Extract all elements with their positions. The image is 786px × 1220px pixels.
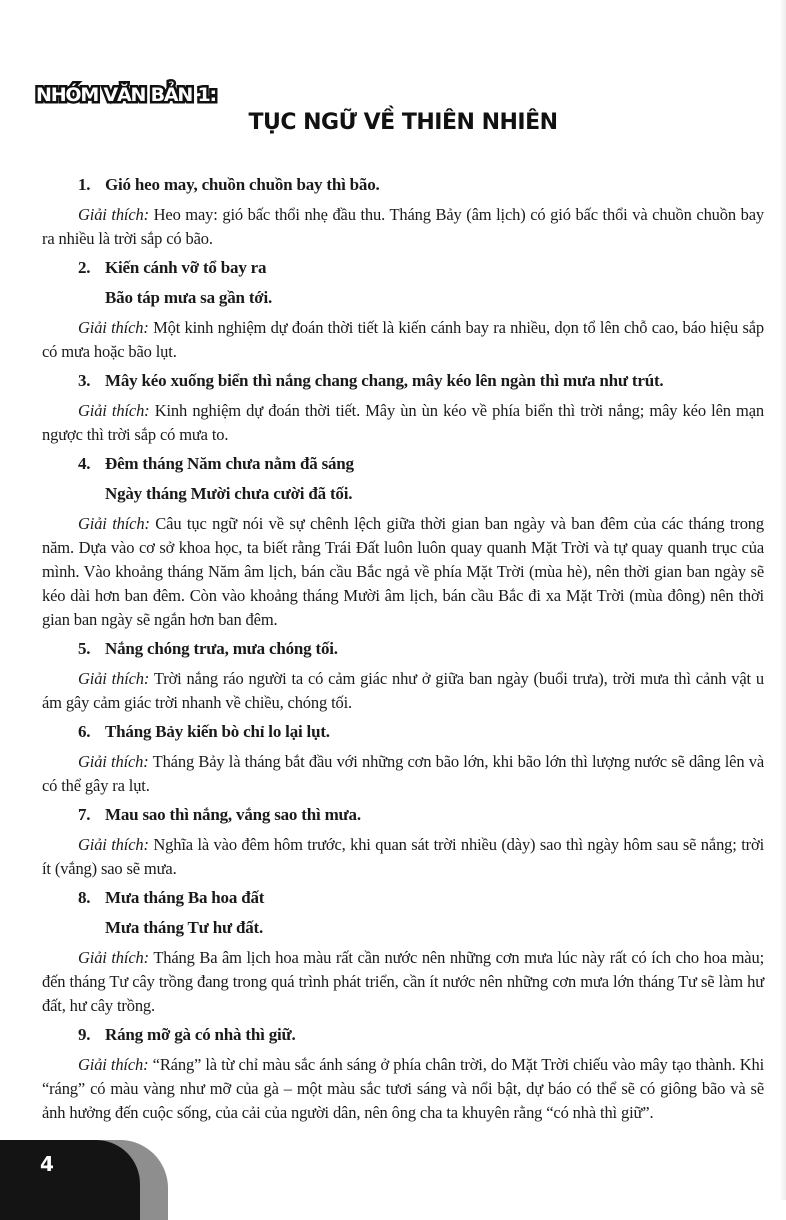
explanation-text: Một kinh nghiệm dự đoán thời tiết là kiến cánh bay ra nhiều, dọn tổ lên chỗ cao, báo hiệu sắp có mưa hoặc bão lụt. xyxy=(42,318,765,361)
proverb-item-9 xyxy=(42,1023,764,1125)
proverb-line: Ngày tháng Mười chưa cười đã tối. xyxy=(105,484,353,503)
item-number: 5. xyxy=(78,639,91,658)
item-number: 1. xyxy=(78,175,91,194)
explanation-text: Câu tục ngữ nói về sự chênh lệch giữa thời gian ban ngày và ban đêm của các tháng trong năm. Dựa vào cơ sở khoa học, ta biết rằng Trái Đất luôn luôn quay quanh Mặt Trời và tự quay quanh trục của mình. Vào khoảng tháng Năm âm lịch, bán cầu Bắc ngả về phía Mặt Trời (mùa hè), nên thời gian ban ngày sẽ kéo dài hơn ban đêm. Còn vào khoảng tháng Mười âm lịch, bán cầu Bắc đi xa Mặt Trời (mùa đông) nên thời gian ban ngày sẽ ngắn hơn ban đêm. xyxy=(42,514,764,629)
explanation xyxy=(42,1053,764,1125)
proverb-heading xyxy=(42,720,764,744)
proverb-heading xyxy=(42,369,764,393)
page-tab-background xyxy=(0,1140,140,1220)
proverb-line: Mưa tháng Ba hoa đất xyxy=(105,888,265,907)
explanation xyxy=(42,750,764,798)
item-number: 6. xyxy=(78,722,91,741)
explanation xyxy=(42,512,764,632)
page-number-tab xyxy=(0,1140,170,1200)
explanation-label: Giải thích: xyxy=(78,752,149,771)
explanation-label: Giải thích: xyxy=(78,948,149,967)
explanation-text: Nghĩa là vào đêm hôm trước, khi quan sát trời nhiều (dày) sao thì ngày hôm sau sẽ nắng; trời ít (vắng) sao sẽ mưa. xyxy=(42,835,765,878)
proverb-line: Nắng chóng trưa, mưa chóng tối. xyxy=(105,639,338,658)
proverb-line: Mau sao thì nắng, vắng sao thì mưa. xyxy=(105,805,361,824)
proverb-heading xyxy=(42,173,764,197)
explanation-label: Giải thích: xyxy=(78,1055,149,1074)
item-number: 3. xyxy=(78,371,91,390)
item-number: 9. xyxy=(78,1025,91,1044)
proverb-line: Đêm tháng Năm chưa nằm đã sáng xyxy=(105,454,354,473)
explanation xyxy=(42,667,764,715)
proverb-line: Tháng Bảy kiến bò chỉ lo lại lụt. xyxy=(105,722,330,741)
explanation xyxy=(42,946,764,1018)
proverb-heading xyxy=(42,452,764,506)
item-number: 8. xyxy=(78,888,91,907)
explanation-label: Giải thích: xyxy=(78,669,150,688)
proverb-line: Gió heo may, chuồn chuồn bay thì bão. xyxy=(105,175,380,194)
proverb-item-7 xyxy=(42,803,764,881)
proverb-heading xyxy=(42,1023,764,1047)
item-number: 4. xyxy=(78,454,91,473)
explanation-text: Tháng Ba âm lịch hoa màu rất cần nước nên những cơn mưa lúc này rất có ích cho hoa màu; đến tháng Tư cây trồng đang trong quá trình phát triển, cần ít nước nên những cơn mưa lớn tháng Tư sẽ làm hư đất, hư cây trồng. xyxy=(42,948,765,1015)
explanation-label: Giải thích: xyxy=(78,835,149,854)
item-number: 2. xyxy=(78,258,91,277)
proverb-line: Ráng mỡ gà có nhà thì giữ. xyxy=(105,1025,296,1044)
proverb-heading xyxy=(42,637,764,661)
explanation-text: Heo may: gió bấc thổi nhẹ đầu thu. Tháng Bảy (âm lịch) có gió bấc thổi và chuồn chuồn bay ra nhiều là trời sắp có bão. xyxy=(42,205,764,248)
explanation-label: Giải thích: xyxy=(78,318,149,337)
proverb-heading xyxy=(42,803,764,827)
proverb-item-5 xyxy=(42,637,764,715)
explanation-text: Trời nắng ráo người ta có cảm giác như ở giữa ban ngày (buổi trưa), trời mưa thì cảnh vật u ám gây cảm giác trời nhanh về chiều, chóng tối. xyxy=(42,669,764,712)
proverb-line: Mưa tháng Tư hư đất. xyxy=(105,918,264,937)
explanation-text: Tháng Bảy là tháng bắt đầu với những cơn bão lớn, khi bão lớn thì lượng nước sẽ dâng lên và có thể gây ra lụt. xyxy=(42,752,764,795)
proverb-list xyxy=(42,168,764,1127)
proverb-line: Bão táp mưa sa gần tới. xyxy=(105,288,273,307)
proverb-item-2 xyxy=(42,256,764,364)
explanation-text: Kinh nghiệm dự đoán thời tiết. Mây ùn ùn kéo về phía biển thì trời nắng; mây kéo lên mạn ngược thì trời sắp có mưa to. xyxy=(42,401,765,444)
proverb-line: Kiến cánh vỡ tổ bay ra xyxy=(105,258,267,277)
explanation-label: Giải thích: xyxy=(78,205,149,224)
explanation-text: “Ráng” là từ chỉ màu sắc ánh sáng ở phía chân trời, do Mặt Trời chiếu vào mây tạo thành. Khi “ráng” có màu vàng như mỡ của gà – một màu sắc tươi sáng và nổi bật, dự báo có thể sẽ có giông bão và sẽ ảnh hưởng đến cuộc sống, của cải của người dân, nên ông cha ta khuyên rằng “có nhà thì giữ”. xyxy=(42,1055,765,1122)
explanation xyxy=(42,399,764,447)
page-title: TỤC NGỮ VỀ THIÊN NHIÊN xyxy=(248,110,558,135)
explanation-label: Giải thích: xyxy=(78,401,150,420)
explanation xyxy=(42,316,764,364)
explanation xyxy=(42,833,764,881)
proverb-heading xyxy=(42,886,764,940)
proverb-item-8 xyxy=(42,886,764,1018)
item-number: 7. xyxy=(78,805,91,824)
proverb-item-1 xyxy=(42,173,764,251)
proverb-line: Mây kéo xuống biển thì nắng chang chang, mây kéo lên ngàn thì mưa như trút. xyxy=(105,371,664,390)
proverb-heading xyxy=(42,256,764,310)
group-label: NHÓM VĂN BẢN 1: xyxy=(36,84,216,106)
proverb-item-6 xyxy=(42,720,764,798)
explanation-label: Giải thích: xyxy=(78,514,150,533)
explanation xyxy=(42,203,764,251)
proverb-item-3 xyxy=(42,369,764,447)
page-number: 4 xyxy=(40,1152,54,1176)
proverb-item-4 xyxy=(42,452,764,632)
page-edge-shadow xyxy=(780,0,786,1200)
